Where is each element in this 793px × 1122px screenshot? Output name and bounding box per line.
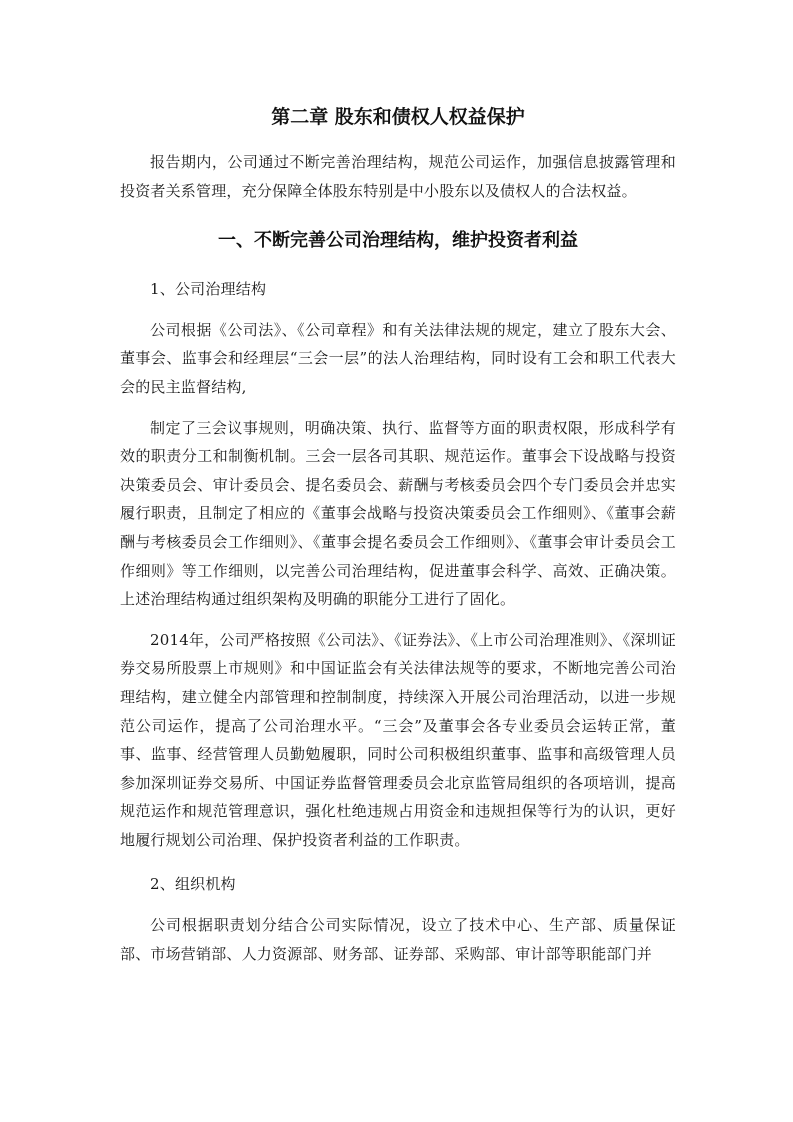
paragraph-rules: 制定了三会议事规则，明确决策、执行、监督等方面的职责权限，形成科学有效的职责分工和制衡机制。三会一层各司其职、规范运作。董事会下设战略与投资决策委员会、审计委员会、提名委员会、薪酬与考核委员会四个专门委员会并忠实履行职责，且制定了相应的《董事会战略与投资决策委员会工作细则》、《董事会薪酬与考核委员会工作细则》、《董事会提名委员会工作细则》、《董事会审计委员会工作细则》等工作细则，以完善公司治理结构，促进董事会科学、高效、正确决策。上述治理结构通过组织架构及明确的职能分工进行了固化。 [120, 418, 676, 609]
paragraph-2014: 2014年，公司严格按照《公司法》、《证券法》、《上市公司治理准则》、《深圳证券交易所股票上市规则》和中国证监会有关法律法规等的要求，不断地完善公司治理结构，建立健全内部管理和控制制度，持续深入开展公司治理活动，以进一步规范公司运作，提高了公司治理水平。“三会”及董事会各专业委员会运转正常，董事、监事、经营管理人员勤勉履职，同时公司积极组织董事、监事和高级管理人员参加深圳证券交易所、中国证券监督管理委员会北京监管局组织的各项培训，提高规范运作和规范管理意识，强化杜绝违规占用资金和违规担保等行为的认识，更好地履行规划公司治理、保护投资者利益的工作职责。 [120, 630, 676, 849]
chapter-title: 第二章 股东和债权人权益保护 [271, 106, 525, 128]
intro-paragraph: 报告期内，公司通过不断完善治理结构，规范公司运作，加强信息披露管理和投资者关系管理，充分保障全体股东特别是中小股东以及债权人的合法权益。 [120, 153, 676, 200]
document-body [120, 100, 676, 968]
section-title: 一、不断完善公司治理结构，维护投资者利益 [218, 230, 578, 252]
subsection-title-governance: 1、公司治理结构 [150, 280, 267, 299]
paragraph-governance-structure: 公司根据《公司法》、《公司章程》和有关法律法规的规定，建立了股东大会、董事会、监事会和经理层“三会一层”的法人治理结构，同时设有工会和职工代表大会的民主监督结构, [120, 320, 676, 396]
paragraph-organization: 公司根据职责划分结合公司实际情况，设立了技术中心、生产部、质量保证部、市场营销部、人力资源部、财务部、证券部、采购部、审计部等职能部门并 [120, 916, 676, 963]
subsection-title-organization: 2、组织机构 [150, 875, 236, 894]
